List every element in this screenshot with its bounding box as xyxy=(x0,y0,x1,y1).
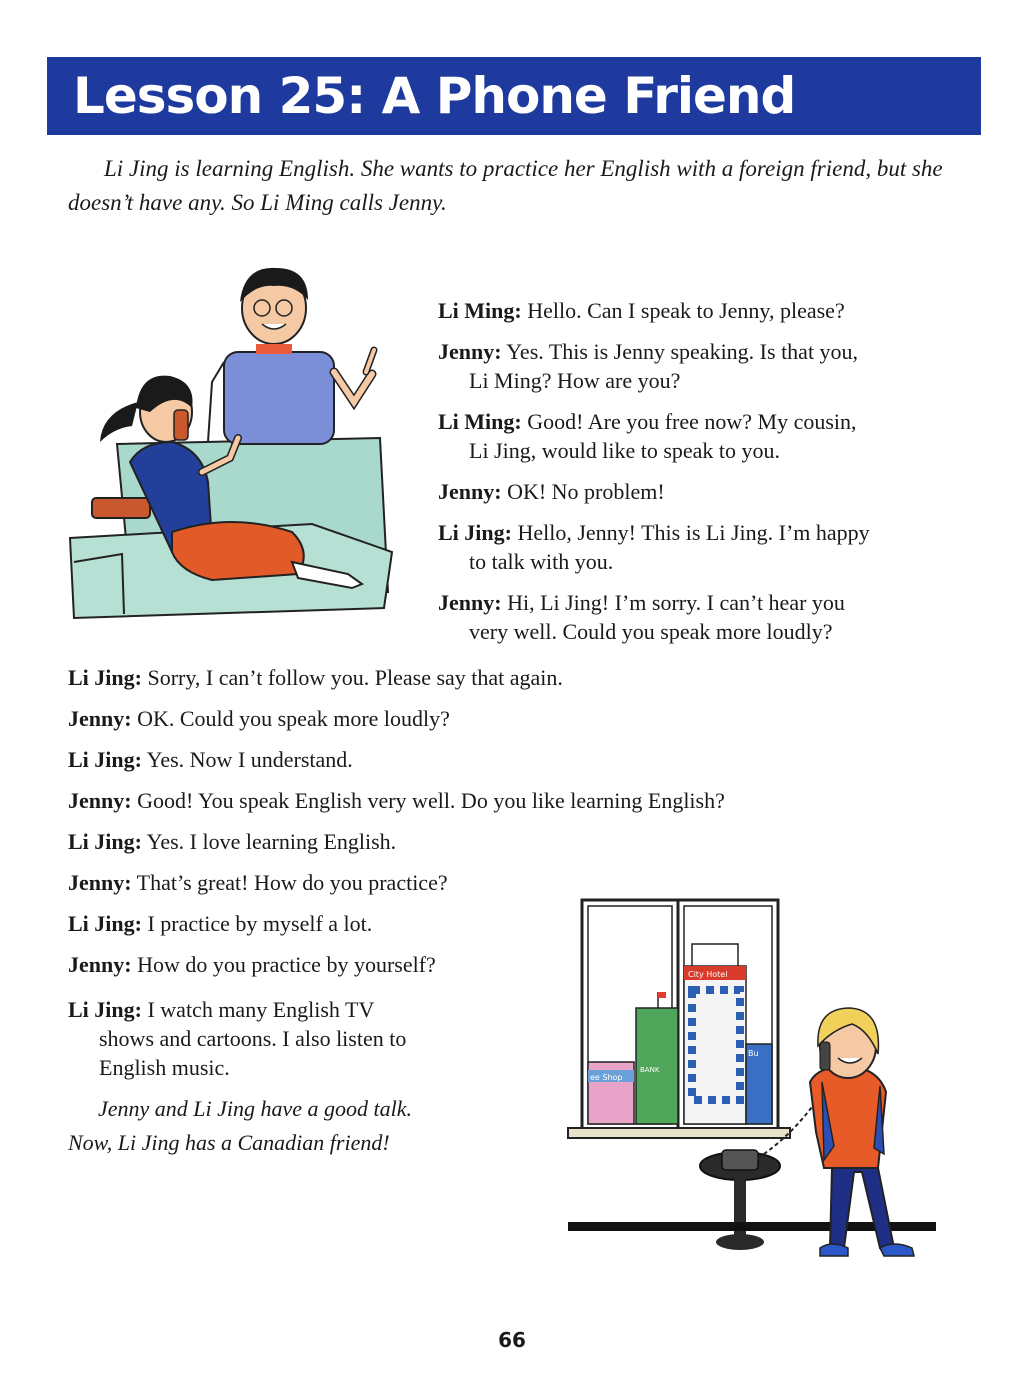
dialogue-continuation: English music. xyxy=(99,1055,230,1080)
dialogue-continuation: very well. Could you speak more loudly? xyxy=(469,619,833,644)
speaker-label: Li Jing: xyxy=(68,911,142,936)
dialogue-line-14 xyxy=(68,950,436,979)
speaker-label: Li Jing: xyxy=(68,665,142,690)
dialogue-text: How do you practice by yourself? xyxy=(137,952,436,977)
closing-line-2: Now, Li Jing has a Canadian friend! xyxy=(68,1130,390,1155)
speaker-label: Li Jing: xyxy=(68,747,142,772)
lesson-title-bar xyxy=(47,57,981,135)
dialogue-line-11 xyxy=(68,827,396,856)
bank-sign: BANK xyxy=(640,1066,660,1074)
dialogue-line-7 xyxy=(68,663,563,692)
dialogue-line-8 xyxy=(68,704,450,733)
dialogue-text: Yes. This is Jenny speaking. Is that you, xyxy=(506,339,859,364)
dialogue-line-9 xyxy=(68,745,353,774)
dialogue-text: I practice by myself a lot. xyxy=(147,911,373,936)
dialogue-line-5 xyxy=(438,518,870,576)
speaker-label: Jenny: xyxy=(68,788,132,813)
dialogue-text: Sorry, I can’t follow you. Please say that again. xyxy=(147,665,563,690)
building-sign-bu: Bu xyxy=(748,1049,759,1058)
dialogue-continuation: Li Jing, would like to speak to you. xyxy=(469,438,781,463)
dialogue-line-12 xyxy=(68,868,448,897)
dialogue-text: Good! Are you free now? My cousin, xyxy=(527,409,857,434)
speaker-label: Jenny: xyxy=(438,590,502,615)
dialogue-line-15 xyxy=(68,995,406,1082)
dialogue-line-6 xyxy=(438,588,845,646)
dialogue-line-13 xyxy=(68,909,372,938)
dialogue-text: Yes. Now I understand. xyxy=(146,747,353,772)
speaker-label: Li Jing: xyxy=(68,829,142,854)
dialogue-text: OK! No problem! xyxy=(507,479,665,504)
dialogue-line-4 xyxy=(438,477,665,506)
dialogue-line-2 xyxy=(438,337,858,395)
dialogue-text: Hello, Jenny! This is Li Jing. I’m happy xyxy=(517,520,870,545)
speaker-label: Jenny: xyxy=(438,339,502,364)
dialogue-continuation: to talk with you. xyxy=(469,549,614,574)
illustration-li-ming-li-jing xyxy=(62,262,398,626)
speaker-label: Jenny: xyxy=(438,479,502,504)
speaker-label: Li Jing: xyxy=(438,520,512,545)
speaker-label: Jenny: xyxy=(68,706,132,731)
speaker-label: Jenny: xyxy=(68,870,132,895)
closing-line-1: Jenny and Li Jing have a good talk. xyxy=(98,1096,413,1121)
dialogue-line-1 xyxy=(438,296,845,325)
dialogue-continuation: Li Ming? How are you? xyxy=(469,368,681,393)
intro-paragraph: Li Jing is learning English. She wants to practice her English with a foreign friend, but she doesn’t have any. So Li Ming calls Jenny. xyxy=(68,156,943,215)
speaker-label: Jenny: xyxy=(68,952,132,977)
speaker-label: Li Jing: xyxy=(68,997,142,1022)
dialogue-continuation: shows and cartoons. I also listen to xyxy=(99,1026,407,1051)
dialogue-text: OK. Could you speak more loudly? xyxy=(137,706,450,731)
dialogue-text: I watch many English TV xyxy=(147,997,375,1022)
shop-sign: ee Shop xyxy=(590,1073,623,1082)
dialogue-line-3 xyxy=(438,407,857,465)
dialogue-text: Hello. Can I speak to Jenny, please? xyxy=(527,298,845,323)
dialogue-text: That’s great! How do you practice? xyxy=(136,870,448,895)
page-number: 66 xyxy=(498,1328,526,1352)
dialogue-text: Hi, Li Jing! I’m sorry. I can’t hear you xyxy=(507,590,845,615)
lesson-title: Lesson 25: A Phone Friend xyxy=(73,67,796,125)
speaker-label: Li Ming: xyxy=(438,409,522,434)
dialogue-line-10 xyxy=(68,786,725,815)
hotel-sign: City Hotel xyxy=(688,970,728,979)
illustration-jenny-phone xyxy=(562,896,940,1274)
dialogue-text: Yes. I love learning English. xyxy=(146,829,397,854)
speaker-label: Li Ming: xyxy=(438,298,522,323)
dialogue-text: Good! You speak English very well. Do you like learning English? xyxy=(137,788,725,813)
